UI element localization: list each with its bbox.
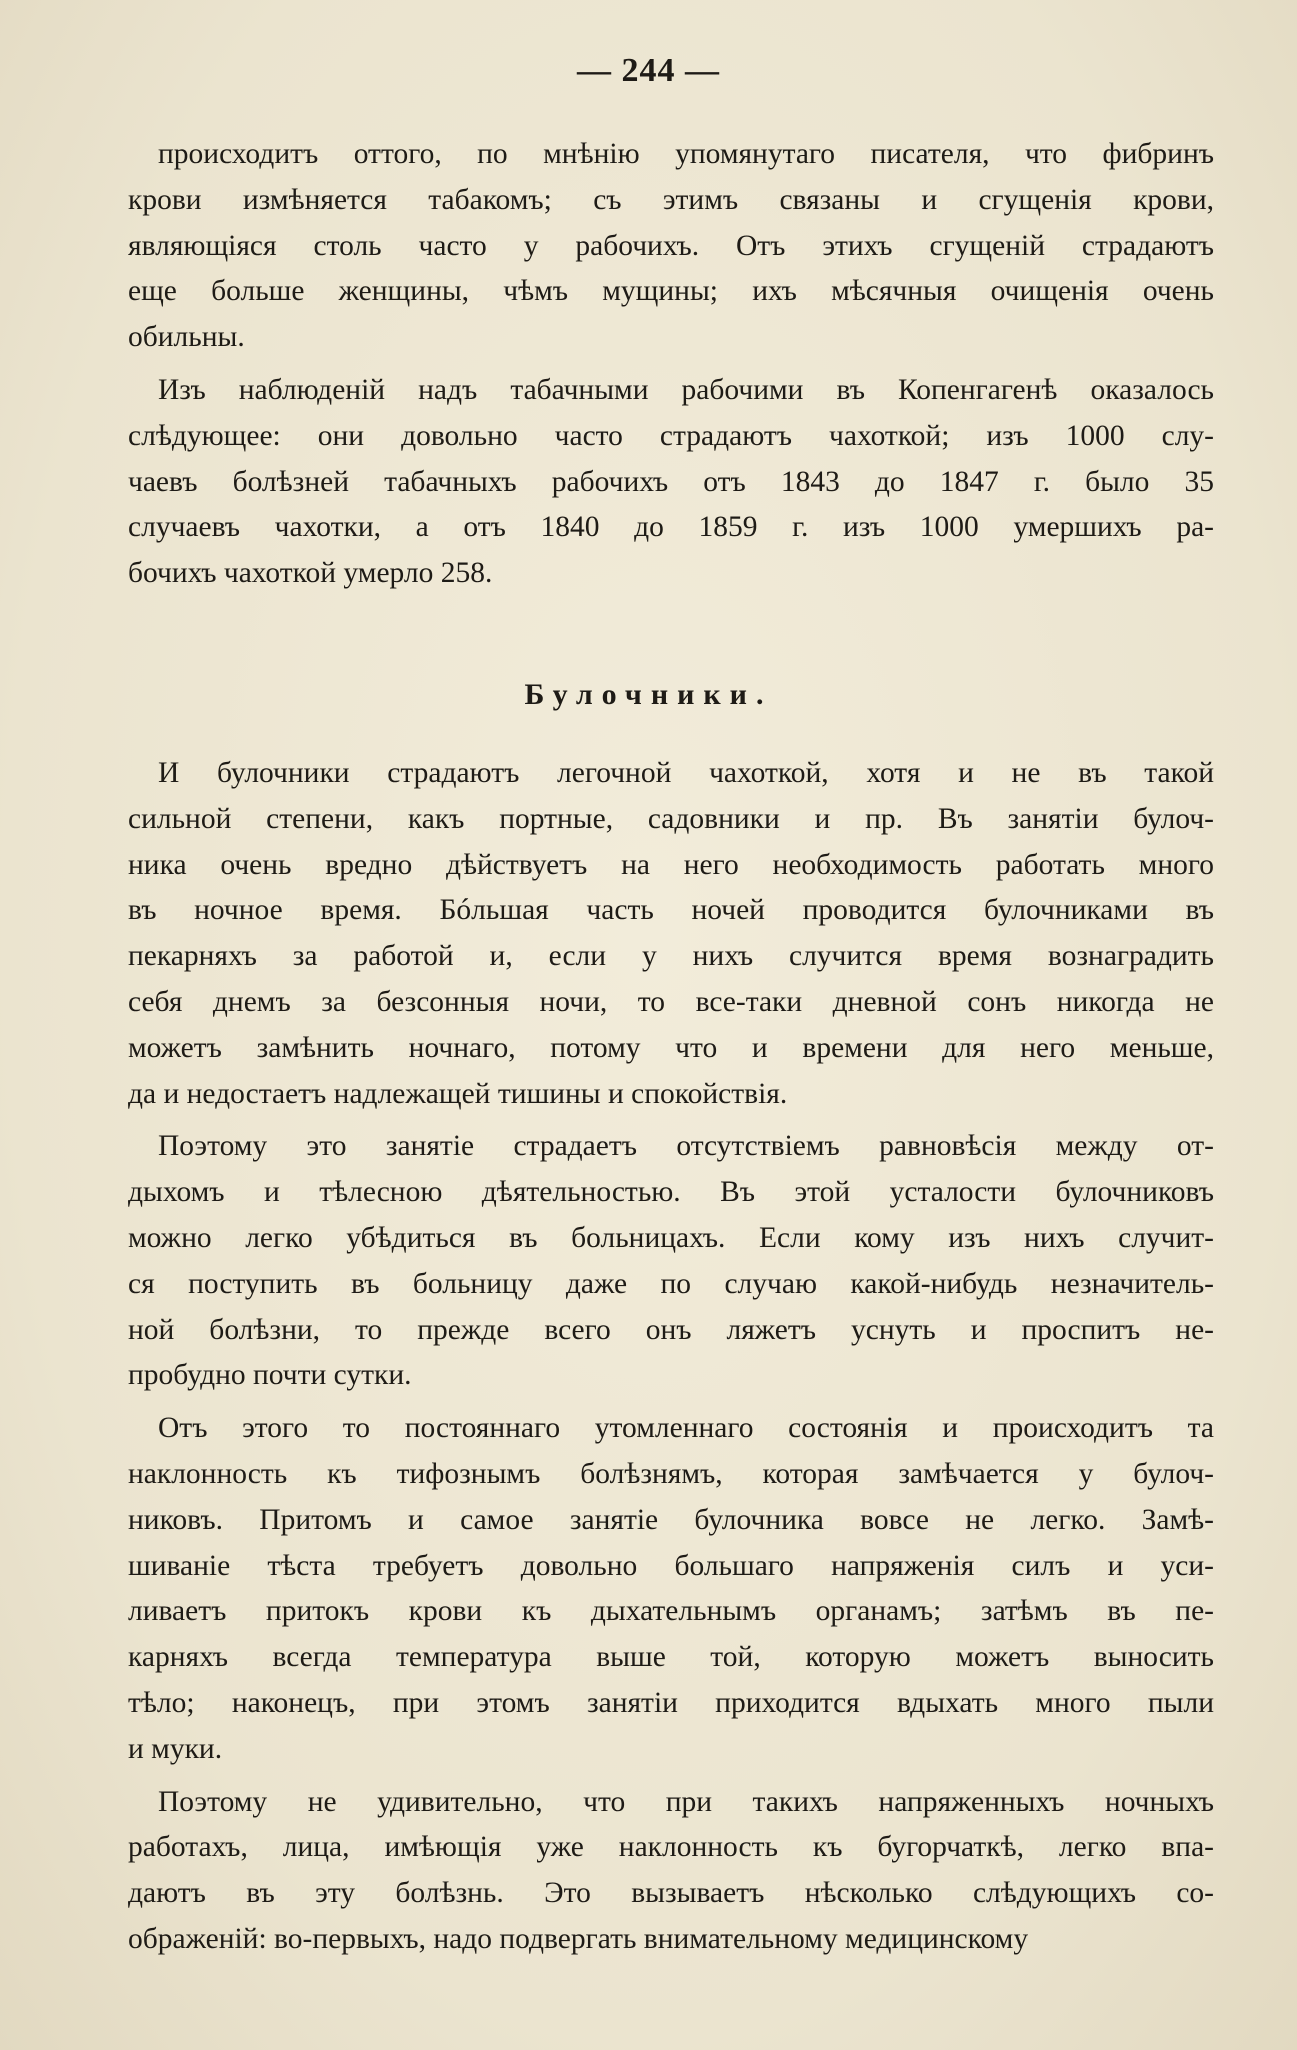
paragraph (128, 132, 1214, 361)
text-line: Отъ этого то постояннаго утомленнаго состоянія и происходитъ та (158, 1412, 1214, 1445)
text-line: ника очень вредно дѣйствуетъ на него необходимость работать много (128, 848, 1214, 881)
section-heading: Булочники. (524, 678, 773, 711)
text-line: случаевъ чахотки, а отъ 1840 до 1859 г. изъ 1000 умершихъ ра- (128, 511, 1214, 544)
text-line: Поэтому это занятіе страдаетъ отсутствіемъ равновѣсія между от- (158, 1130, 1214, 1163)
text-line: можно легко убѣдиться въ больницахъ. Если кому изъ нихъ случит- (128, 1221, 1214, 1254)
text-line: даютъ въ эту болѣзнь. Это вызываетъ нѣсколько слѣдующихъ со- (128, 1877, 1214, 1910)
text-line: ливаетъ притокъ крови къ дыхательнымъ органамъ; затѣмъ въ пе- (128, 1595, 1214, 1628)
page-number: — 244 — (577, 52, 720, 89)
paragraph (128, 368, 1214, 597)
paragraph-gap (128, 1773, 1214, 1780)
paragraph (128, 1124, 1214, 1399)
text-line: наклонность къ тифознымъ болѣзнямъ, которая замѣчается у булоч- (128, 1457, 1214, 1490)
text-line: сильной степени, какъ портные, садовники и пр. Въ занятіи булоч- (128, 802, 1214, 835)
text-line: тѣло; наконецъ, при этомъ занятіи приходится вдыхать много пыли (128, 1686, 1214, 1719)
paragraph-gap (128, 1399, 1214, 1406)
text-line: дыхомъ и тѣлесною дѣятельностью. Въ этой усталости булочниковъ (128, 1176, 1214, 1209)
text-line: ображеній: во-первыхъ, надо подвергать внимательному медицинскому (128, 1922, 1029, 1955)
text-line: шиваніе тѣста требуетъ довольно большаго напряженія силъ и уси- (128, 1549, 1214, 1582)
text-line: никовъ. Притомъ и самое занятіе булочника вовсе не легко. Замѣ- (128, 1503, 1214, 1536)
paragraph (128, 1406, 1214, 1772)
paragraph (128, 1780, 1214, 1963)
text-line: И булочники страдаютъ легочной чахоткой, хотя и не въ такой (158, 757, 1214, 789)
text-line: въ ночное время. Бóльшая часть ночей проводится булочниками въ (128, 894, 1214, 927)
text-line: крови измѣняется табакомъ; съ этимъ связаны и сгущенія крови, (128, 183, 1214, 216)
top-text-block (128, 132, 1214, 597)
paragraph-gap (128, 1117, 1214, 1124)
paragraph-gap (128, 361, 1214, 368)
text-line: еще больше женщины, чѣмъ мущины; ихъ мѣсячныя очищенія очень (128, 275, 1214, 308)
text-line: бочихъ чахоткой умерло 258. (128, 557, 493, 590)
text-line: ной болѣзни, то прежде всего онъ ляжетъ уснуть и проспитъ не- (128, 1313, 1214, 1346)
text-line: да и недостаетъ надлежащей тишины и спокойствія. (128, 1077, 788, 1110)
text-line: себя днемъ за безсонныя ночи, то все-таки дневной сонъ никогда не (128, 985, 1214, 1018)
text-line: пекарняхъ за работой и, если у нихъ случится время вознаградить (128, 940, 1214, 973)
paragraph (128, 751, 1214, 1117)
text-line: ся поступить въ больницу даже по случаю какой-нибудь незначитель- (128, 1267, 1214, 1300)
text-line: являющіяся столь часто у рабочихъ. Отъ этихъ сгущеній страдаютъ (128, 229, 1214, 262)
text-line: чаевъ болѣзней табачныхъ рабочихъ отъ 1843 до 1847 г. было 35 (128, 465, 1214, 498)
text-line: обильны. (128, 321, 245, 354)
text-line: можетъ замѣнить ночнаго, потому что и времени для него меньше, (128, 1031, 1214, 1064)
text-line: работахъ, лица, имѣющія уже наклонность къ бугорчаткѣ, легко впа- (128, 1831, 1214, 1864)
text-line: и муки. (128, 1732, 223, 1765)
text-line: Поэтому не удивительно, что при такихъ напряженныхъ ночныхъ (158, 1785, 1214, 1818)
text-line: карняхъ всегда температура выше той, которую можетъ выносить (128, 1641, 1214, 1674)
text-line: Изъ наблюденій надъ табачными рабочими въ Копенгагенѣ оказалось (158, 373, 1214, 406)
bottom-text-block (128, 751, 1214, 1963)
text-line: происходитъ оттого, по мнѣнію упомянутаго писателя, что фибринъ (158, 138, 1214, 170)
text-line: слѣдующее: они довольно часто страдаютъ чахоткой; изъ 1000 слу- (128, 419, 1214, 452)
text-line: пробудно почти сутки. (128, 1359, 412, 1392)
